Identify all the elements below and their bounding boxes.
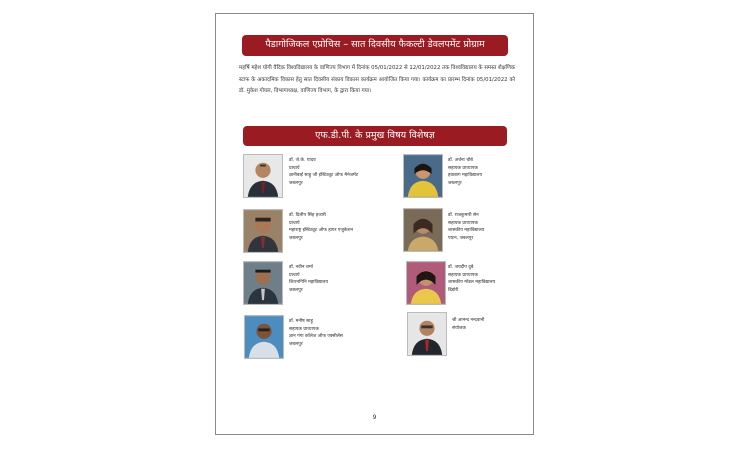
expert-photo — [244, 315, 284, 359]
expert-institution: ज्ञानीबाई साहू जी इंस्टिट्यूट ऑफ मैनेजमेंट — [289, 173, 359, 179]
expert-info — [448, 212, 544, 242]
expert-city: डिंडोरी — [448, 287, 459, 293]
expert-info — [289, 157, 385, 187]
expert-name: डॉ. जयदीप दुबे — [448, 265, 474, 270]
expert-photo — [243, 261, 283, 305]
expert-info — [448, 157, 544, 187]
expert-photo — [243, 154, 283, 198]
expert-institution: शासकीय महाविद्यालय — [448, 228, 485, 234]
expert-city: जबलपुर — [448, 180, 462, 186]
expert-designation: संयोजक — [452, 325, 466, 331]
expert-institution: हवाबाग महाविद्यालय — [448, 173, 483, 179]
expert-name: डॉ. दिलीप सिंह हजारी — [289, 213, 326, 218]
expert-info — [289, 318, 385, 348]
expert-city: पाटन, जबलपुर — [448, 235, 474, 241]
expert-name: डॉ. नवीन शर्मा — [289, 265, 313, 270]
expert-name: श्री आनन्द नन्दवानी — [452, 318, 485, 323]
expert-city: जबलपुर — [289, 235, 303, 241]
expert-city: जबलपुर — [289, 341, 303, 347]
expert-photo — [406, 261, 446, 305]
document-page — [215, 13, 534, 435]
expert-info — [289, 212, 385, 242]
expert-designation: सहायक प्राध्यापक — [289, 326, 319, 332]
expert-info — [452, 317, 548, 332]
page-number: 9 — [372, 414, 377, 421]
expert-photo — [407, 312, 447, 356]
experts-heading-banner: एफ.डी.पी. के प्रमुख विषय विशेषज्ञ — [243, 126, 507, 146]
expert-city: जबलपुर — [289, 180, 303, 186]
program-description: महर्षि महेश योगी वैदिक विश्वविद्यालय के वाणिज्य विभाग में दिनांक 05/01/2022 से 12/01/2022 तक विश्वविद्यालय के समस्त शैक्षणिक स्टाफ के अकादमिक विकास हेतु सात दिवसीय संकाय विकास कार्यक्रम आयोजित किया गया। कार्यक्रम का प्रारम्भ दिनांक 05/01/2022 को डॉ. मुकेश गोयल, विभागाध्यक्ष, वाणिज्य विभाग, के द्वारा किया गया। — [239, 65, 515, 94]
expert-name: डॉ. राजकुमारी सेन — [448, 213, 479, 218]
expert-designation: प्राचार्य — [289, 272, 300, 278]
expert-name: डॉ. मनीष साहू — [289, 319, 313, 324]
program-title-banner: पैडागोजिकल एप्रोचिस – सात दिवसीय फैकल्टी डेवलपमेंट प्रोग्राम — [242, 35, 508, 56]
expert-designation: सहायक प्राध्यापक — [448, 220, 478, 226]
expert-institution: महाराष्ट्र इंस्टिट्यूट ऑफ हायर एजुकेशन — [289, 228, 354, 234]
expert-institution: ज्ञान गंगा कॉलेज ऑफ एक्सीलेंस — [289, 334, 343, 340]
expert-city: जबलपुर — [289, 287, 303, 293]
expert-photo — [403, 154, 443, 198]
expert-institution: शिवभगिनि महाविद्यालय — [289, 280, 329, 286]
expert-photo — [243, 209, 283, 253]
expert-name: डॉ. जे.के. यादव — [289, 158, 316, 163]
expert-designation: सहायक प्राध्यापक — [448, 272, 478, 278]
expert-info — [448, 264, 544, 294]
expert-institution: शासकीय मॉडल महाविद्यालय — [448, 280, 496, 286]
expert-designation: प्राचार्य — [289, 165, 300, 171]
expert-info — [289, 264, 385, 294]
expert-name: डॉ. अर्चना चौबे — [448, 158, 473, 163]
expert-designation: प्राचार्य — [289, 220, 300, 226]
expert-photo — [403, 208, 443, 252]
expert-designation: सहायक प्राध्यापक — [448, 165, 478, 171]
